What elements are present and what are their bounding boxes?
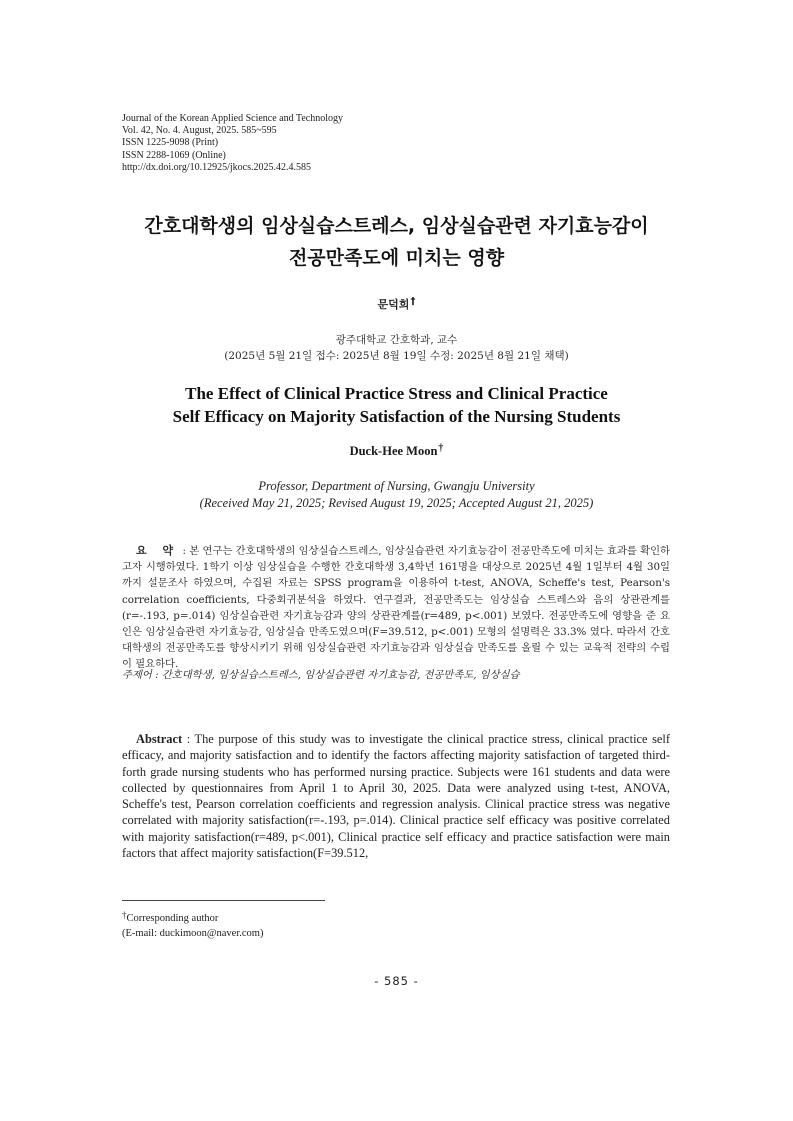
footnote bbox=[122, 908, 263, 941]
english-title-line-2: Self Efficacy on Majority Satisfaction of the Nursing Students bbox=[172, 407, 621, 426]
journal-header bbox=[122, 113, 343, 174]
korean-author-dagger: † bbox=[410, 296, 416, 307]
english-abstract-separator: : bbox=[182, 732, 195, 746]
footnote-divider bbox=[122, 900, 325, 901]
korean-keywords: 주제어 : 간호대학생, 임상실습스트레스, 임상실습관련 자기효능감, 전공만족도, 임상실습 bbox=[122, 669, 520, 681]
korean-dates: (2025년 5월 21일 접수: 2025년 8월 19일 수정: 2025년 8월 21일 채택) bbox=[224, 350, 569, 362]
english-abstract bbox=[122, 731, 670, 861]
korean-title bbox=[0, 210, 793, 274]
english-affiliation: Professor, Department of Nursing, Gwangju University bbox=[258, 479, 535, 493]
korean-affiliation-block bbox=[0, 332, 793, 364]
korean-title-line-2: 전공만족도에 미치는 영향 bbox=[288, 247, 505, 269]
journal-volume: Vol. 42, No. 4. August, 2025. 585~595 bbox=[122, 125, 277, 137]
english-author-dagger: † bbox=[438, 443, 444, 454]
corresponding-author-label: Corresponding author bbox=[126, 913, 219, 924]
english-abstract-label: Abstract bbox=[136, 732, 183, 746]
english-author bbox=[0, 443, 793, 459]
corresponding-email: (E-mail: duckimoon@naver.com) bbox=[122, 928, 264, 939]
korean-abstract-separator: : bbox=[179, 545, 190, 557]
doi-link[interactable]: http://dx.doi.org/10.12925/jkocs.2025.42.4.585 bbox=[122, 161, 311, 173]
corresponding-author-line bbox=[122, 908, 263, 926]
english-author-name: Duck-Hee Moon bbox=[349, 444, 438, 458]
english-abstract-text: The purpose of this study was to investigate the clinical practice stress, clinical practice self efficacy, and majority satisfaction and to identify the factors affecting majority satisfaction of targeted third-forth grade nursing students who has performed nursing practice. Subjects were 161 students and data were collected by questionnaires from April 1 to April 30, 2025. Data were analyzed using t-test, ANOVA, Scheffe's test, Pearson correlation coefficients and regression analysis. Clinical practice stress was negative correlated with majority satisfaction(r=-.193, p=.014). Clinical practice self efficacy was positive correlated with majority satisfaction(r=489, p<.001), Clinical practice self efficacy and practice satisfaction were main factors that affect majority satisfaction(F=39.512, bbox=[122, 732, 671, 861]
korean-title-line-1: 간호대학생의 임상실습스트레스, 임상실습관련 자기효능감이 bbox=[144, 215, 649, 237]
korean-author bbox=[0, 296, 793, 312]
footnote-dagger: † bbox=[122, 910, 127, 920]
korean-abstract-label: 요 약 bbox=[136, 544, 180, 557]
english-title-line-1: The Effect of Clinical Practice Stress and Clinical Practice bbox=[185, 384, 608, 403]
english-dates: (Received May 21, 2025; Revised August 19, 2025; Accepted August 21, 2025) bbox=[199, 495, 594, 510]
issn-online: ISSN 2288-1069 (Online) bbox=[122, 149, 226, 161]
page-number: - 585 - bbox=[374, 974, 419, 988]
korean-abstract-text: 본 연구는 간호대학생의 임상실습스트레스, 임상실습관련 자기효능감이 전공만족도에 미치는 효과를 확인하고자 시행하였다. 1학기 이상 임상실습을 수행한 간호대학생 3,4학년 161명을 대상으로 2025년 4월 1일부터 4월 30일까지 설문조사 하였으며, 수집된 자료는 SPSS program을 이용하여 t-test, ANOVA, Scheffe's test, Pearson's correlation coefficients, 다중회귀분석을 하였다. 연구결과, 전공만족도는 임상실습 스트레스와 음의 상관관계를(r=-.193, p=.014) 임상실습관련 자기효능감과 양의 상관관계를(r=489, p<.001) 보였다. 전공만족도에 영향을 준 요인은 임상실습관련 자기효능감, 임상실습 만족도였으며(F=39.512, p<.001) 모형의 설명력은 33.3% 였다. 따라서 간호대학생의 전공만족도를 향상시키기 위해 임상실습관련 자기효능감과 임상실습 만족도를 올릴 수 있는 교육적 전략의 수립이 필요하다. bbox=[122, 545, 670, 671]
korean-author-name: 문덕희 bbox=[377, 298, 410, 311]
korean-abstract bbox=[122, 543, 670, 673]
english-affiliation-block bbox=[0, 478, 793, 511]
english-title bbox=[0, 382, 793, 428]
issn-print: ISSN 1225-9098 (Print) bbox=[122, 137, 219, 149]
journal-name: Journal of the Korean Applied Science and Technology bbox=[122, 113, 343, 124]
korean-affiliation: 광주대학교 간호학과, 교수 bbox=[335, 334, 458, 346]
